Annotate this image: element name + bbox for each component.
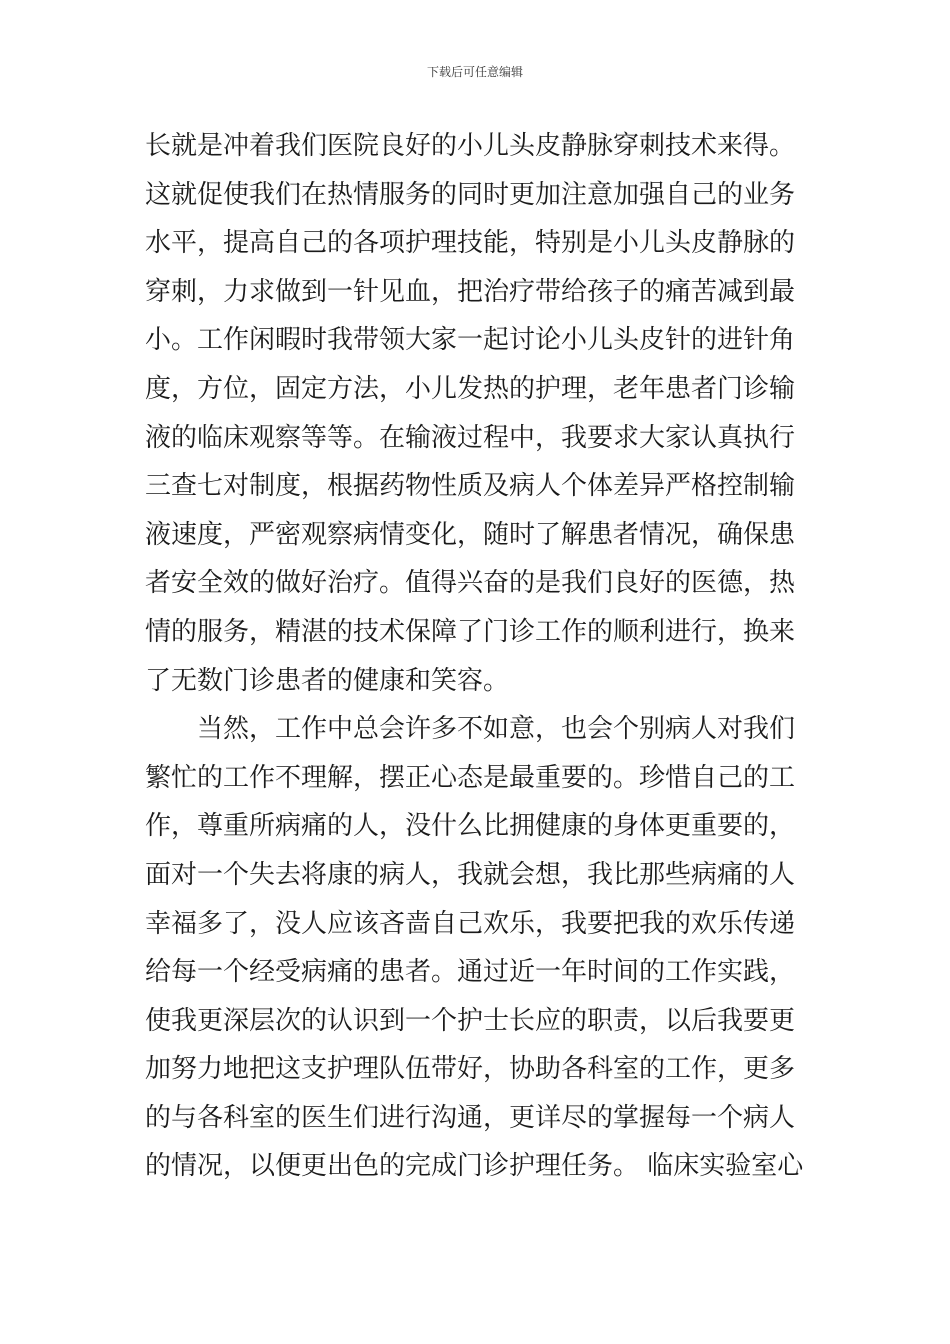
text-line: 水平，提高自己的各项护理技能，特别是小儿头皮静脉的 <box>145 228 796 259</box>
text-line: 作，尊重所病痛的人，没什么比拥健康的身体更重要的， <box>145 811 796 842</box>
document-body <box>145 122 815 1191</box>
text-line: 了无数门诊患者的健康和笑容。 <box>145 665 510 696</box>
text-line: 穿刺，力求做到一针见血，把治疗带给孩子的痛苦减到最 <box>145 276 796 307</box>
text-line: 使我更深层次的认识到一个护士长应的职责，以后我要更 <box>145 1005 796 1036</box>
text-line: 情的服务，精湛的技术保障了门诊工作的顺利进行，换来 <box>145 616 796 647</box>
text-line: 的与各科室的医生们进行沟通，更详尽的掌握每一个病人 <box>145 1102 796 1133</box>
text-line: 幸福多了，没人应该吝啬自己欢乐，我要把我的欢乐传递 <box>145 908 796 939</box>
text-line: 加努力地把这支护理队伍带好，协助各科室的工作，更多 <box>145 1054 796 1085</box>
text-line: 当然，工作中总会许多不如意，也会个别病人对我们 <box>145 714 796 745</box>
text-line: 液的临床观察等等。在输液过程中，我要求大家认真执行 <box>145 422 796 453</box>
text-line: 小。工作闲暇时我带领大家一起讨论小儿头皮针的进针角 <box>145 325 796 356</box>
text-line: 度，方位，固定方法，小儿发热的护理，老年患者门诊输 <box>145 373 796 404</box>
text-line: 给每一个经受病痛的患者。通过近一年时间的工作实践， <box>145 957 796 988</box>
text-line: 液速度，严密观察病情变化，随时了解患者情况，确保患 <box>145 519 796 550</box>
text-line: 者安全效的做好治疗。值得兴奋的是我们良好的医德，热 <box>145 568 796 599</box>
text-line: 的情况，以便更出色的完成门诊护理任务。 临床实验室心 <box>145 1151 804 1182</box>
text-line: 长就是冲着我们医院良好的小儿头皮静脉穿刺技术来得。 <box>145 131 796 161</box>
text-line: 繁忙的工作不理解，摆正心态是最重要的。珍惜自己的工 <box>145 762 796 793</box>
text-line: 这就促使我们在热情服务的同时更加注意加强自己的业务 <box>145 179 796 210</box>
page-header: 下载后可任意编辑 <box>426 65 523 79</box>
text-line: 三查七对制度，根据药物性质及病人个体差异严格控制输 <box>145 471 796 502</box>
text-line: 面对一个失去将康的病人，我就会想，我比那些病痛的人 <box>145 859 796 890</box>
